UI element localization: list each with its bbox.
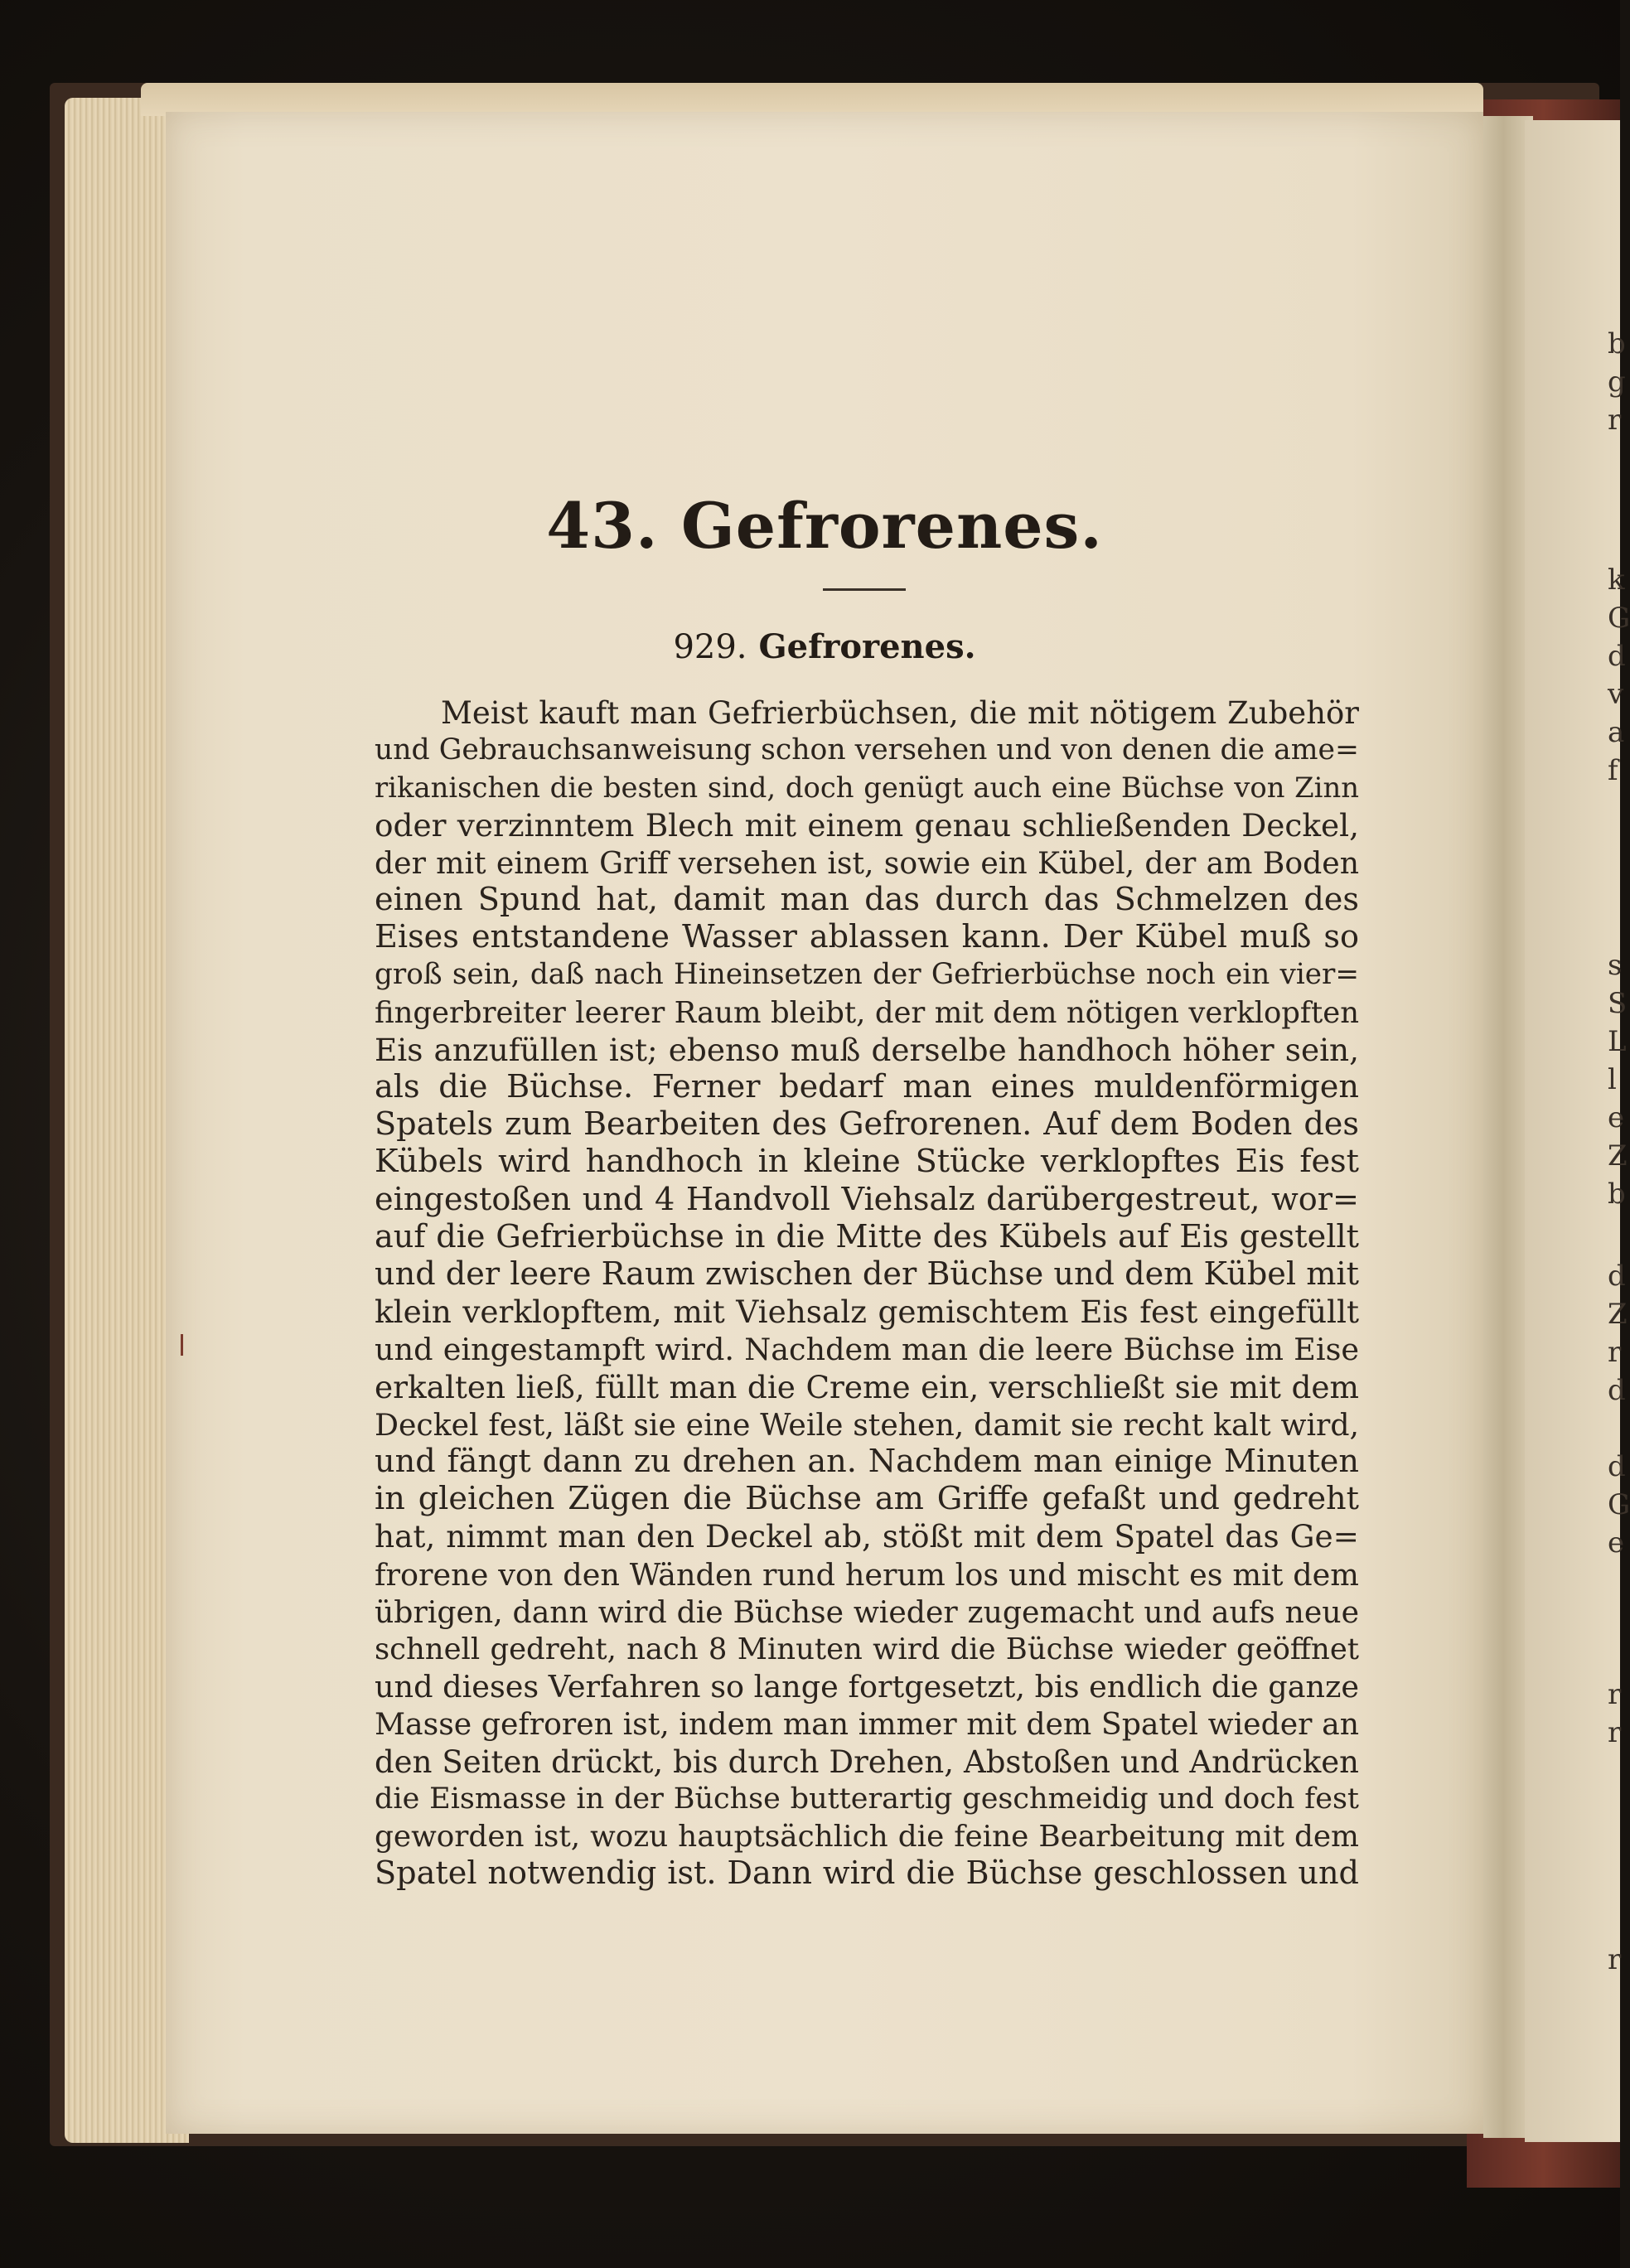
right-page-fragment: G (1608, 1488, 1630, 1521)
text-line: klein verklopftem, mit Viehsalz gemischtem Eis fest eingefüllt (375, 1294, 1359, 1331)
text-line: auf die Gefrierbüchse in die Mitte des Kübels auf Eis gestellt (375, 1218, 1359, 1255)
right-page-fragment: d (1608, 1260, 1626, 1293)
text-line: übrigen, dann wird die Büchse wieder zugemacht und aufs neue (375, 1593, 1359, 1630)
text-line: Spatels zum Bearbeiten des Gefrorenen. Auf dem Boden des (375, 1106, 1359, 1144)
text-line: hat, nimmt man den Deckel ab, stößt mit dem Spatel das Ge= (375, 1518, 1359, 1555)
page-top-edge (141, 83, 1483, 116)
text-line: und der leere Raum zwischen der Büchse und dem Kübel mit (375, 1256, 1359, 1294)
right-page-fragment: r (1608, 404, 1622, 437)
right-page-fragment: e (1608, 1101, 1625, 1134)
right-page-fragment: d (1608, 1374, 1626, 1407)
text-line: schnell gedreht, nach 8 Minuten wird die Büchse wieder geöffnet (375, 1632, 1359, 1667)
right-page-fragment: d (1608, 640, 1626, 673)
text-line: einen Spund hat, damit man das durch das Schmelzen des (375, 882, 1359, 919)
text-line: eingestoßen und 4 Handvoll Viehsalz darübergestreut, wor= (375, 1181, 1359, 1218)
text-line: fingerbreiter leerer Raum bleibt, der mit dem nötigen verklopften (375, 995, 1359, 1030)
right-page-fragment: L (1608, 1025, 1627, 1058)
right-page-fragment: r (1608, 1716, 1622, 1749)
text-line: in gleichen Zügen die Büchse am Griffe gefaßt und gedreht (375, 1481, 1359, 1518)
right-page-fragment: b (1608, 1178, 1626, 1211)
right-page-fragment: a (1608, 716, 1625, 749)
text-line: rikanischen die besten sind, doch genügt auch eine Büchse von Zinn (375, 771, 1359, 805)
text-line: groß sein, daß nach Hineinsetzen der Gefrierbüchse noch ein vier= (375, 958, 1359, 992)
right-page-fragment: G (1608, 602, 1630, 635)
right-page-fragment: e (1608, 1526, 1625, 1560)
text-line: und fängt dann zu drehen an. Nachdem man einige Minuten (375, 1443, 1359, 1481)
text-line: Kübels wird handhoch in kleine Stücke verklopftes Eis fest (375, 1144, 1359, 1181)
body-text (375, 694, 1359, 1893)
text-line: und dieses Verfahren so lange fortgesetzt, bis endlich die ganze (375, 1669, 1359, 1705)
right-page-fragment: f (1608, 754, 1618, 787)
text-line: geworden ist, wozu hauptsächlich die feine Bearbeitung mit dem (375, 1820, 1359, 1855)
text-line: die Eismasse in der Büchse butterartig geschmeidig und doch fest (375, 1782, 1359, 1816)
text-line: Deckel fest, läßt sie eine Weile stehen, damit sie recht kalt wird, (375, 1406, 1359, 1443)
right-page-fragment: g (1608, 365, 1626, 399)
right-page-fragment: S (1608, 987, 1628, 1020)
text-line: als die Büchse. Ferner bedarf man eines muldenförmigen (375, 1069, 1359, 1106)
right-page-fragment: d (1608, 1450, 1626, 1483)
section-number: 929. (673, 628, 747, 666)
text-line: oder verzinntem Blech mit einem genau schließenden Deckel, (375, 806, 1359, 844)
text-line: erkalten ließ, füllt man die Creme ein, verschließt sie mit dem (375, 1368, 1359, 1405)
text-line: Masse gefroren ist, indem man immer mit dem Spatel wieder an (375, 1706, 1359, 1743)
margin-mark (181, 1334, 183, 1356)
right-page-fragment: k (1608, 563, 1625, 597)
text-line: Eises entstandene Wasser ablassen kann. Der Kübel muß so (375, 919, 1359, 956)
right-page-fragment: r (1608, 1336, 1622, 1369)
title-divider (823, 588, 906, 591)
text-line: und eingestampft wird. Nachdem man die leere Büchse im Eise (375, 1332, 1359, 1368)
text-line: der mit einem Griff versehen ist, sowie ein Kübel, der am Boden (375, 844, 1359, 881)
section-heading (166, 627, 1483, 666)
right-page-fragment: Z (1608, 1139, 1628, 1173)
right-page-fragment: r (1608, 1678, 1622, 1711)
text-line: frorene von den Wänden rund herum los und mischt es mit dem (375, 1556, 1359, 1593)
section-title: Gefrorenes. (758, 627, 976, 666)
text-line: Eis anzufüllen ist; ebenso muß derselbe handhoch höher sein, (375, 1031, 1359, 1068)
text-line: den Seiten drückt, bis durch Drehen, Abstoßen und Andrücken (375, 1743, 1359, 1780)
right-page-fragment: l (1608, 1063, 1617, 1096)
text-line: Meist kauft man Gefrierbüchsen, die mit nötigem Zubehör (441, 695, 1359, 731)
chapter-title: 43. Gefrorenes. (546, 489, 1103, 563)
right-page-fragment: b (1608, 327, 1626, 360)
right-page-fragment: s (1608, 949, 1623, 982)
text-line: Spatel notwendig ist. Dann wird die Büchse geschlossen und (375, 1855, 1359, 1893)
right-page (1525, 120, 1630, 2142)
text-line: und Gebrauchsanweisung schon versehen und von denen die ame= (375, 733, 1359, 767)
right-page-fragment: v (1608, 678, 1624, 711)
right-page-fragment: r (1608, 1943, 1622, 1976)
right-page-fragment: Z (1608, 1298, 1628, 1331)
